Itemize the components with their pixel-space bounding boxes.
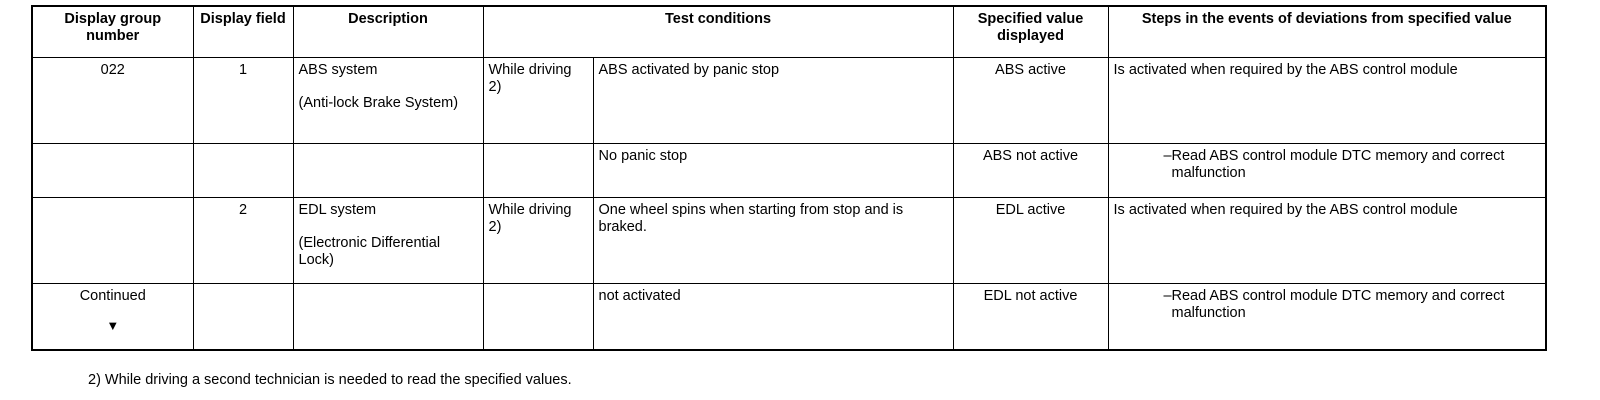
cell-steps: Is activated when required by the ABS control module bbox=[1108, 58, 1546, 144]
arrow-down-icon: ▼ bbox=[106, 318, 120, 333]
table-row bbox=[32, 198, 1546, 284]
cell-condition-b: not activated bbox=[593, 284, 953, 350]
cell-condition-a: While driving 2) bbox=[483, 198, 593, 284]
dash-bullet: – bbox=[1163, 148, 1172, 164]
cell-specified-value: EDL active bbox=[953, 198, 1108, 284]
step-text: Read ABS control module DTC memory and correct malfunction bbox=[1171, 148, 1505, 181]
measuring-value-table bbox=[31, 5, 1547, 351]
cell-steps bbox=[1108, 144, 1546, 198]
cell-description bbox=[293, 198, 483, 284]
dash-bullet: – bbox=[1163, 288, 1172, 304]
cell-specified-value: EDL not active bbox=[953, 284, 1108, 350]
description-sub: (Electronic Differential Lock) bbox=[298, 235, 441, 268]
header-display-group: Display group number bbox=[32, 6, 193, 58]
cell-specified-value: ABS not active bbox=[953, 144, 1108, 198]
cell-group bbox=[32, 198, 193, 284]
footnote: 2) While driving a second technician is needed to read the specified values. bbox=[88, 372, 572, 388]
header-display-field: Display field bbox=[193, 6, 293, 58]
cell-condition-a: While driving 2) bbox=[483, 58, 593, 144]
cell-condition-a bbox=[483, 144, 593, 198]
header-test-conditions: Test conditions bbox=[483, 6, 953, 58]
description-main: ABS system bbox=[298, 62, 378, 78]
header-specified-value: Specified value displayed bbox=[953, 6, 1108, 58]
cell-group bbox=[32, 144, 193, 198]
header-steps: Steps in the events of deviations from specified value bbox=[1108, 6, 1546, 58]
step-text: Read ABS control module DTC memory and correct malfunction bbox=[1171, 288, 1505, 321]
header-row bbox=[32, 6, 1546, 58]
cell-condition-a bbox=[483, 284, 593, 350]
cell-group: 022 bbox=[32, 58, 193, 144]
cell-specified-value: ABS active bbox=[953, 58, 1108, 144]
cell-field: 2 bbox=[193, 198, 293, 284]
table-row bbox=[32, 284, 1546, 350]
description-sub: (Anti-lock Brake System) bbox=[298, 95, 459, 111]
step-list-item bbox=[1164, 288, 1541, 322]
cell-condition-b: ABS activated by panic stop bbox=[593, 58, 953, 144]
table-row bbox=[32, 144, 1546, 198]
cell-description bbox=[293, 284, 483, 350]
cell-steps bbox=[1108, 284, 1546, 350]
cell-field bbox=[193, 144, 293, 198]
cell-condition-b: No panic stop bbox=[593, 144, 953, 198]
cell-field: 1 bbox=[193, 58, 293, 144]
diagnostic-table-container bbox=[31, 5, 1547, 351]
description-main: EDL system bbox=[298, 202, 377, 218]
cell-field bbox=[193, 284, 293, 350]
cell-description bbox=[293, 144, 483, 198]
cell-description bbox=[293, 58, 483, 144]
cell-group bbox=[32, 284, 193, 350]
continued-label: Continued bbox=[79, 288, 146, 304]
table-row bbox=[32, 58, 1546, 144]
cell-condition-b: One wheel spins when starting from stop and is braked. bbox=[593, 198, 953, 284]
step-list-item bbox=[1164, 148, 1541, 182]
header-description: Description bbox=[293, 6, 483, 58]
cell-steps: Is activated when required by the ABS control module bbox=[1108, 198, 1546, 284]
